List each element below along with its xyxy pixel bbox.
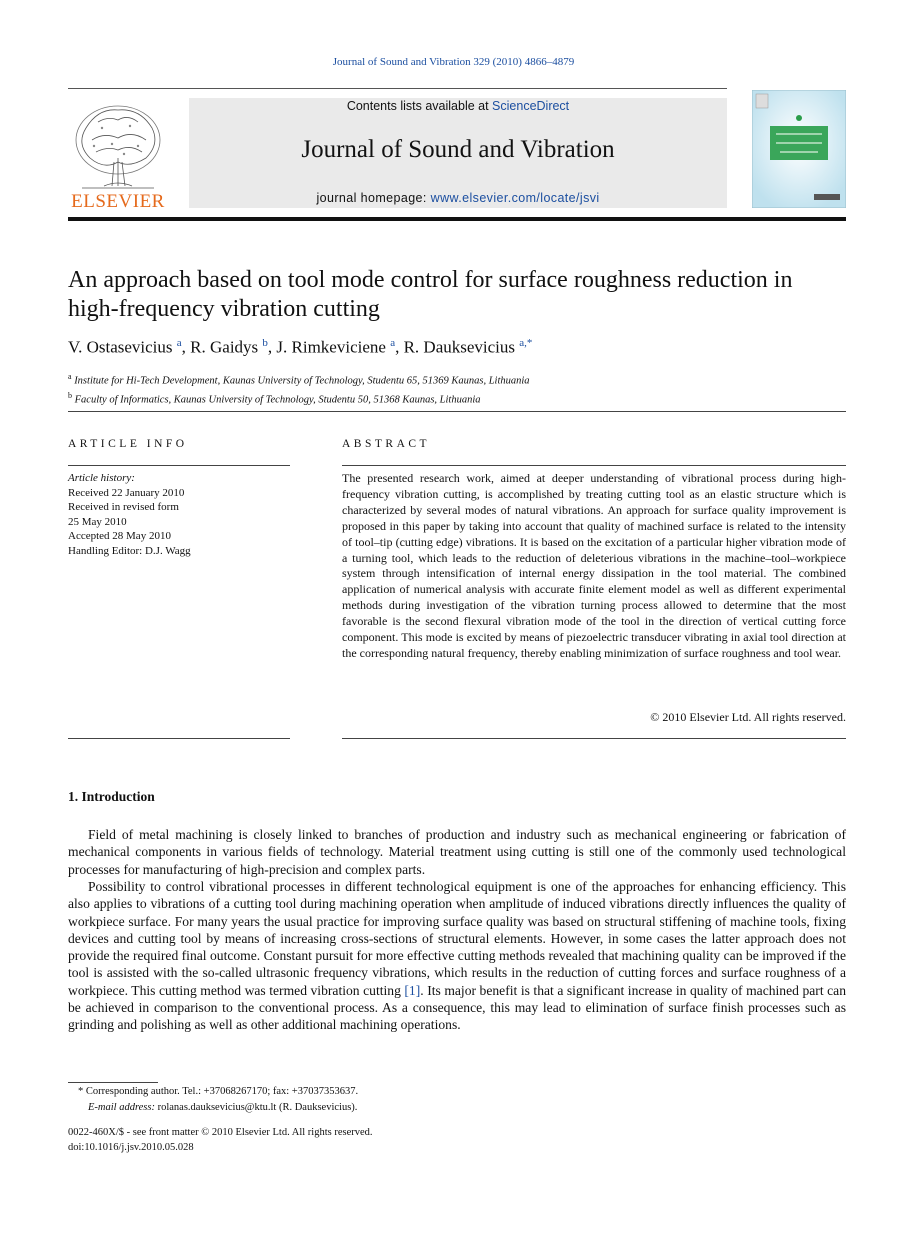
contents-line xyxy=(189,99,727,113)
citation-link[interactable]: [1] xyxy=(404,982,421,998)
affiliations xyxy=(68,370,848,407)
body-paragraph xyxy=(68,878,846,1034)
page-footer xyxy=(68,1126,846,1155)
footnote xyxy=(68,1084,846,1115)
divider xyxy=(68,465,290,466)
section-heading: 1. Introduction xyxy=(68,789,155,804)
history-line: 25 May 2010 xyxy=(68,515,127,528)
article-title: An approach based on tool mode control for surface roughness reduction in high-frequency vibration cutting xyxy=(68,267,793,322)
contents-prefix: Contents lists available at xyxy=(346,99,493,113)
email-label: E-mail address: xyxy=(88,1101,155,1113)
body-paragraph: Field of metal machining is closely linked to branches of production and industry such as mechanical engineering or fabrication of mechanical components in various fields of technology. Material treatment using cutting is still one of the commonly used technological processes for manufacturing of high-precision and complex parts. xyxy=(68,827,846,877)
elsevier-wordmark: ELSEVIER xyxy=(71,191,165,212)
affiliation-text: Institute for Hi-Tech Development, Kaunas University of Technology, Studentu 65, 51369 Kaunas, Lithuania xyxy=(74,375,530,387)
history-line: Accepted 28 May 2010 xyxy=(68,530,171,542)
affiliation-mark: a xyxy=(68,372,72,381)
affiliation-item xyxy=(68,389,848,408)
history-line: Received in revised form xyxy=(68,501,179,513)
abstract-heading: ABSTRACT xyxy=(342,438,431,450)
header-thick-rule xyxy=(68,217,846,221)
divider xyxy=(68,411,846,412)
history-line: Received 22 January 2010 xyxy=(68,486,185,499)
abstract-copyright: © 2010 Elsevier Ltd. All rights reserved. xyxy=(650,710,846,724)
paragraph-text: . Its major benefit is that a significant increase in quality of machined part can be achieved in comparison to the conventional process. As a consequence, this may lead to elimination of surface finish processes such as grinding and polishing as well as other additional machining operations. xyxy=(68,982,846,1033)
article-info-heading: ARTICLE INFO xyxy=(68,438,188,450)
email-address[interactable]: rolanas.dauksevicius@ktu.lt (R. Dauksevicius). xyxy=(154,1101,358,1113)
issn-line: 0022-460X/$ - see front matter © 2010 Elsevier Ltd. All rights reserved. xyxy=(68,1127,373,1138)
history-label: Article history: xyxy=(68,472,135,484)
author-name: V. Ostasevicius xyxy=(68,337,173,357)
affiliation-mark: b xyxy=(68,390,72,400)
history-line: Handling Editor: D.J. Wagg xyxy=(68,544,191,557)
affiliation-item xyxy=(68,370,848,389)
homepage-link[interactable]: www.elsevier.com/locate/jsvi xyxy=(430,191,600,205)
footnote-rule xyxy=(68,1082,158,1083)
header-top-rule xyxy=(68,88,727,89)
author-name: R. Gaidys xyxy=(190,337,259,357)
divider xyxy=(68,738,290,739)
author-affiliation-mark[interactable]: a,* xyxy=(519,337,533,349)
doi-line[interactable]: doi:10.1016/j.jsv.2010.05.028 xyxy=(68,1141,194,1153)
author-list: V. Ostasevicius $^a$, R. Gaidys $^b$, J. Rimkeviciene $^a$, R. Dauksevicius $^{a,*}$ xyxy=(68,337,533,357)
homepage-prefix: journal homepage: xyxy=(316,191,431,205)
corresponding-author-note: * Corresponding author. Tel.: +37068267170; fax: +37037353637. xyxy=(78,1086,359,1097)
author-affiliation-mark[interactable]: b xyxy=(262,337,268,349)
paragraph-text: Possibility to control vibrational processes in different technological equipment is one of the approaches for enhancing efficiency. This also applies to vibrations of a cutting tool during machining operation when amplitude of induced vibrations directly influences the quality of workpiece surface. For many years the usual practice for improving surface quality was based on structural stiffening of machine tools, fixing devices and cutting tool by means of increasing cross-sections of structural elements. However, in some cases the latter approach does not provide the required final outcome. Constant pursuit for more effective cutting methods revealed that machining quality can be improved if the tool is assisted with the so-called ultrasonic frequency vibrations, which results in the reduction of cutting forces and surface roughness of a workpiece. This cutting method was termed vibration cutting xyxy=(68,879,846,998)
homepage-line xyxy=(189,191,727,205)
email-note xyxy=(68,1100,846,1116)
article-history xyxy=(68,471,290,558)
divider xyxy=(342,465,846,466)
divider xyxy=(342,738,846,739)
author-name: J. Rimkeviciene xyxy=(276,337,386,357)
author-name: R. Dauksevicius xyxy=(403,337,516,357)
sciencedirect-link[interactable]: ScienceDirect xyxy=(492,99,570,113)
journal-name: Journal of Sound and Vibration xyxy=(301,136,615,163)
affiliation-text: Faculty of Informatics, Kaunas University of Technology, Studentu 50, 51368 Kaunas, Lithuania xyxy=(74,394,481,405)
abstract-text: The presented research work, aimed at deeper understanding of vibrational process during high-frequency vibration cutting, is accomplished by treating cutting tool as an elastic structure which is characterized by several modes of natural vibrations. An approach for surface quality improvement is proposed in this paper by taking into account that quality of machined surface is related to the intensity of tool–tip (cutting edge) vibrations. It is based on the excitation of a particular higher vibration mode of a turning tool, which leads to the reduction of deleterious vibrations in the machine–tool–workpiece system through intensification of internal energy dissipation in the tool material. The combined application of numerical analysis with accurate finite element model as well as different experimental methods during investigation of the vibration turning process allowed to determine that the most favorable is the second flexural vibration mode of the tool in the direction of vertical cutting force component. This mode is excited by means of piezoelectric transducer vibrating in axial tool direction at the corresponding natural frequency, thereby enabling minimization of surface roughness and tool wear. xyxy=(342,471,846,660)
author-affiliation-mark[interactable]: a xyxy=(176,337,182,349)
running-head[interactable]: Journal of Sound and Vibration 329 (2010) 4866–4879 xyxy=(332,56,575,68)
journal-cover-image[interactable] xyxy=(752,90,846,208)
author-affiliation-mark[interactable]: a xyxy=(390,337,396,349)
